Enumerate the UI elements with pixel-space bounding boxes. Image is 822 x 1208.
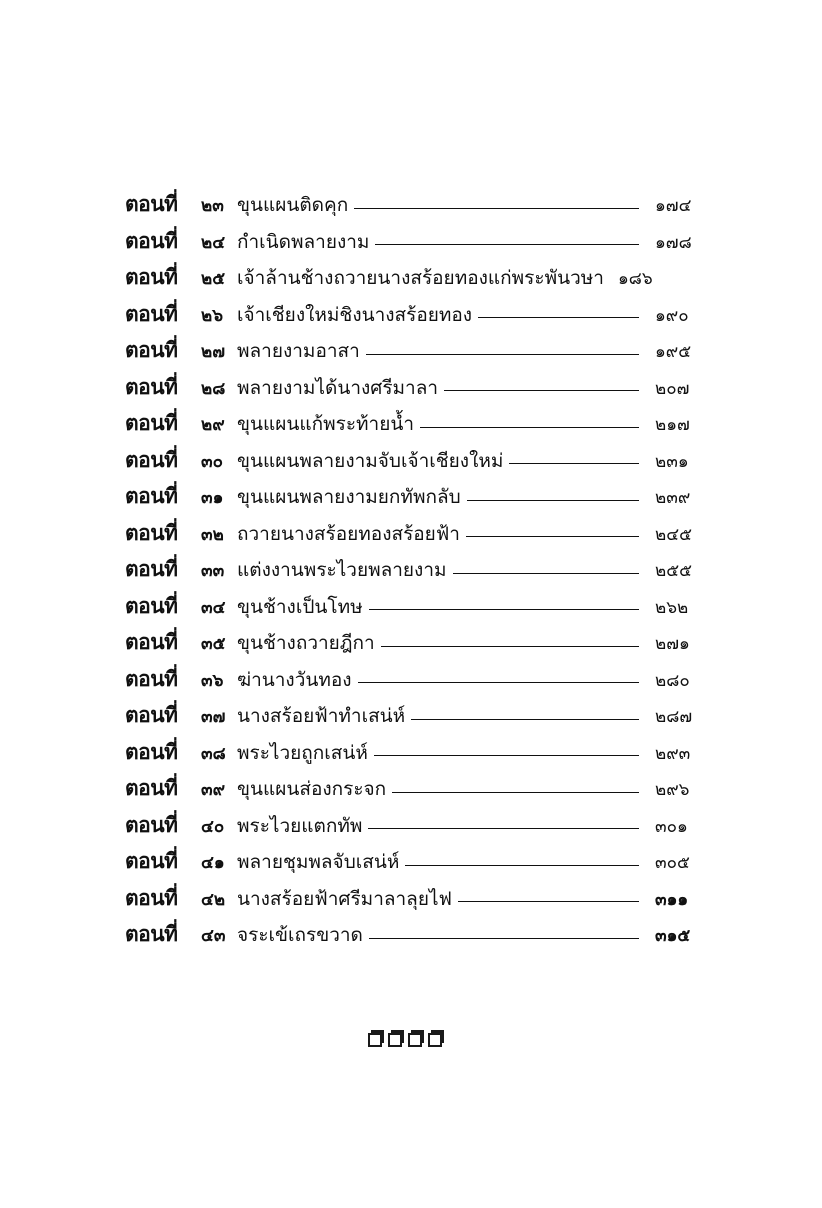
episode-title: แต่งงานพระไวยพลายงาม	[237, 559, 447, 581]
episode-title: ขุนแผนพลายงามยกทัพกลับ	[237, 486, 461, 508]
episode-label: ตอนที่	[125, 593, 178, 618]
leader-line	[368, 828, 639, 829]
episode-number: ๓๘	[201, 743, 226, 764]
toc-entry	[125, 624, 705, 661]
toc-entry	[125, 332, 705, 369]
episode-label: ตอนที่	[125, 520, 178, 545]
shadowed-square-icon	[368, 1030, 383, 1046]
leader-line	[453, 573, 639, 574]
leader-line	[405, 865, 639, 866]
toc-entry	[125, 551, 705, 588]
page-number: ๒๘๗	[655, 707, 693, 727]
episode-number: ๒๗	[201, 342, 225, 362]
episode-title: พระไวยถูกเสน่ห์	[237, 741, 368, 764]
episode-title: ขุนแผนส่องกระจก	[237, 778, 387, 800]
table-of-contents	[125, 186, 705, 953]
page-number: ๑๗๘	[655, 232, 692, 253]
episode-label: ตอนที่	[125, 885, 178, 910]
shadowed-square-icon	[428, 1030, 443, 1046]
leader-line	[458, 901, 639, 902]
episode-number: ๒๔	[201, 232, 226, 253]
toc-entry	[125, 259, 705, 296]
episode-label: ตอนที่	[125, 922, 178, 946]
leader-line	[381, 646, 639, 647]
leader-line	[375, 244, 639, 245]
leader-line	[358, 682, 639, 683]
leader-line	[369, 938, 639, 939]
episode-number: ๔๐	[201, 816, 225, 837]
toc-entry	[125, 807, 705, 844]
episode-number: ๔๒	[201, 889, 226, 910]
episode-label: ตอนที่	[125, 557, 178, 581]
episode-label: ตอนที่	[125, 812, 178, 837]
episode-label: ตอนที่	[125, 703, 178, 727]
episode-number: ๔๑	[201, 853, 225, 873]
leader-line	[420, 427, 639, 428]
toc-entry	[125, 734, 705, 771]
episode-title: เจ้าล้านช้างถวายนางสร้อยทองแก่พระพันวษา	[237, 267, 604, 289]
shadowed-square-icon	[388, 1030, 403, 1046]
episode-number: ๔๓	[201, 926, 226, 946]
page-number: ๒๕๕	[655, 561, 692, 581]
episode-label: ตอนที่	[125, 338, 178, 362]
page-number: ๑๙๐	[655, 305, 689, 326]
toc-entry	[125, 916, 705, 953]
leader-line	[478, 317, 639, 318]
toc-entry	[125, 880, 705, 917]
leader-line	[369, 609, 639, 610]
leader-line	[509, 463, 639, 464]
toc-entry	[125, 405, 705, 442]
leader-line	[411, 719, 639, 720]
episode-title: จระเข้เถรขวาด	[237, 924, 363, 946]
episode-title: พลายงามได้นางศรีมาลา	[237, 376, 439, 399]
episode-number: ๓๐	[201, 451, 223, 472]
toc-entry	[125, 478, 705, 515]
episode-number: ๓๑	[201, 488, 224, 508]
episode-number: ๓๒	[201, 524, 224, 545]
shadowed-square-icon	[408, 1030, 423, 1046]
toc-entry	[125, 223, 705, 260]
page-number: ๒๘๐	[655, 670, 690, 691]
page-number: ๒๓๑	[655, 451, 689, 472]
page-number: ๑๗๔	[655, 196, 692, 216]
toc-entry	[125, 369, 705, 406]
toc-entry	[125, 697, 705, 734]
episode-number: ๓๓	[201, 561, 225, 581]
episode-title: ฆ่านางวันทอง	[237, 668, 352, 691]
episode-title: ถวายนางสร้อยทองสร้อยฟ้า	[237, 522, 460, 545]
page-number: ๒๓๙	[655, 488, 691, 508]
episode-title: ขุนช้างถวายฎีกา	[237, 632, 375, 654]
episode-number: ๒๕	[201, 269, 226, 289]
page-number: ๒๗๑	[655, 634, 690, 654]
episode-number: ๒๖	[201, 305, 223, 326]
episode-label: ตอนที่	[125, 374, 178, 399]
toc-entry	[125, 515, 705, 552]
episode-label: ตอนที่	[125, 447, 178, 472]
end-ornament	[368, 1030, 443, 1046]
page-number: ๑๙๕	[655, 342, 692, 362]
page-number: ๓๐๑	[655, 816, 688, 837]
episode-number: ๒๙	[201, 415, 225, 435]
toc-entry	[125, 588, 705, 625]
page-number: ๑๘๖	[617, 269, 653, 289]
episode-number: ๓๙	[201, 780, 226, 800]
page-number: ๒๐๗	[655, 378, 690, 399]
toc-entry	[125, 296, 705, 333]
episode-number: ๓๗	[201, 707, 226, 727]
episode-number: ๒๓	[201, 196, 224, 216]
episode-title: ขุนแผนพลายงามจับเจ้าเชียงใหม่	[237, 449, 504, 472]
page-number: ๒๙๖	[655, 780, 690, 800]
episode-number: ๓๖	[201, 670, 224, 691]
leader-line	[392, 792, 639, 793]
episode-label: ตอนที่	[125, 666, 178, 691]
leader-line	[374, 755, 639, 756]
episode-title: เจ้าเชียงใหม่ชิงนางสร้อยทอง	[237, 303, 473, 326]
episode-label: ตอนที่	[125, 630, 178, 654]
leader-line	[466, 536, 639, 537]
page-number: ๓๑๑	[655, 889, 689, 910]
toc-entry	[125, 661, 705, 698]
episode-label: ตอนที่	[125, 849, 178, 873]
episode-label: ตอนที่	[125, 228, 178, 253]
episode-title: พลายชุมพลจับเสน่ห์	[237, 851, 400, 873]
page-number: ๒๙๓	[655, 743, 691, 764]
leader-line	[366, 354, 639, 355]
episode-label: ตอนที่	[125, 411, 178, 435]
episode-title: ขุนช้างเป็นโทษ	[237, 595, 363, 618]
episode-number: ๒๘	[201, 378, 226, 399]
leader-line	[467, 500, 639, 501]
episode-title: ขุนแผนติดคุก	[237, 194, 349, 216]
episode-label: ตอนที่	[125, 484, 178, 508]
episode-label: ตอนที่	[125, 301, 178, 326]
page-number: ๒๑๗	[655, 415, 690, 435]
episode-label: ตอนที่	[125, 192, 178, 216]
episode-number: ๓๔	[201, 597, 226, 618]
episode-title: กำเนิดพลายงาม	[237, 230, 370, 253]
episode-title: พลายงามอาสา	[237, 340, 360, 362]
page-number: ๒๔๕	[655, 524, 692, 545]
page-number: ๓๐๕	[655, 853, 690, 873]
toc-entry	[125, 843, 705, 880]
episode-label: ตอนที่	[125, 265, 178, 289]
toc-entry	[125, 770, 705, 807]
episode-title: นางสร้อยฟ้าทำเสน่ห์	[237, 705, 406, 727]
page-number: ๒๖๒	[655, 597, 689, 618]
episode-title: นางสร้อยฟ้าศรีมาลาลุยไฟ	[237, 887, 452, 910]
episode-title: พระไวยแตกทัพ	[237, 814, 363, 837]
toc-entry	[125, 186, 705, 223]
leader-line	[354, 208, 639, 209]
episode-number: ๓๕	[201, 634, 226, 654]
page-number: ๓๑๕	[655, 926, 691, 946]
episode-title: ขุนแผนแก้พระท้ายน้ำ	[237, 413, 415, 435]
toc-entry	[125, 442, 705, 479]
leader-line	[444, 390, 639, 391]
episode-label: ตอนที่	[125, 776, 178, 800]
episode-label: ตอนที่	[125, 739, 178, 764]
